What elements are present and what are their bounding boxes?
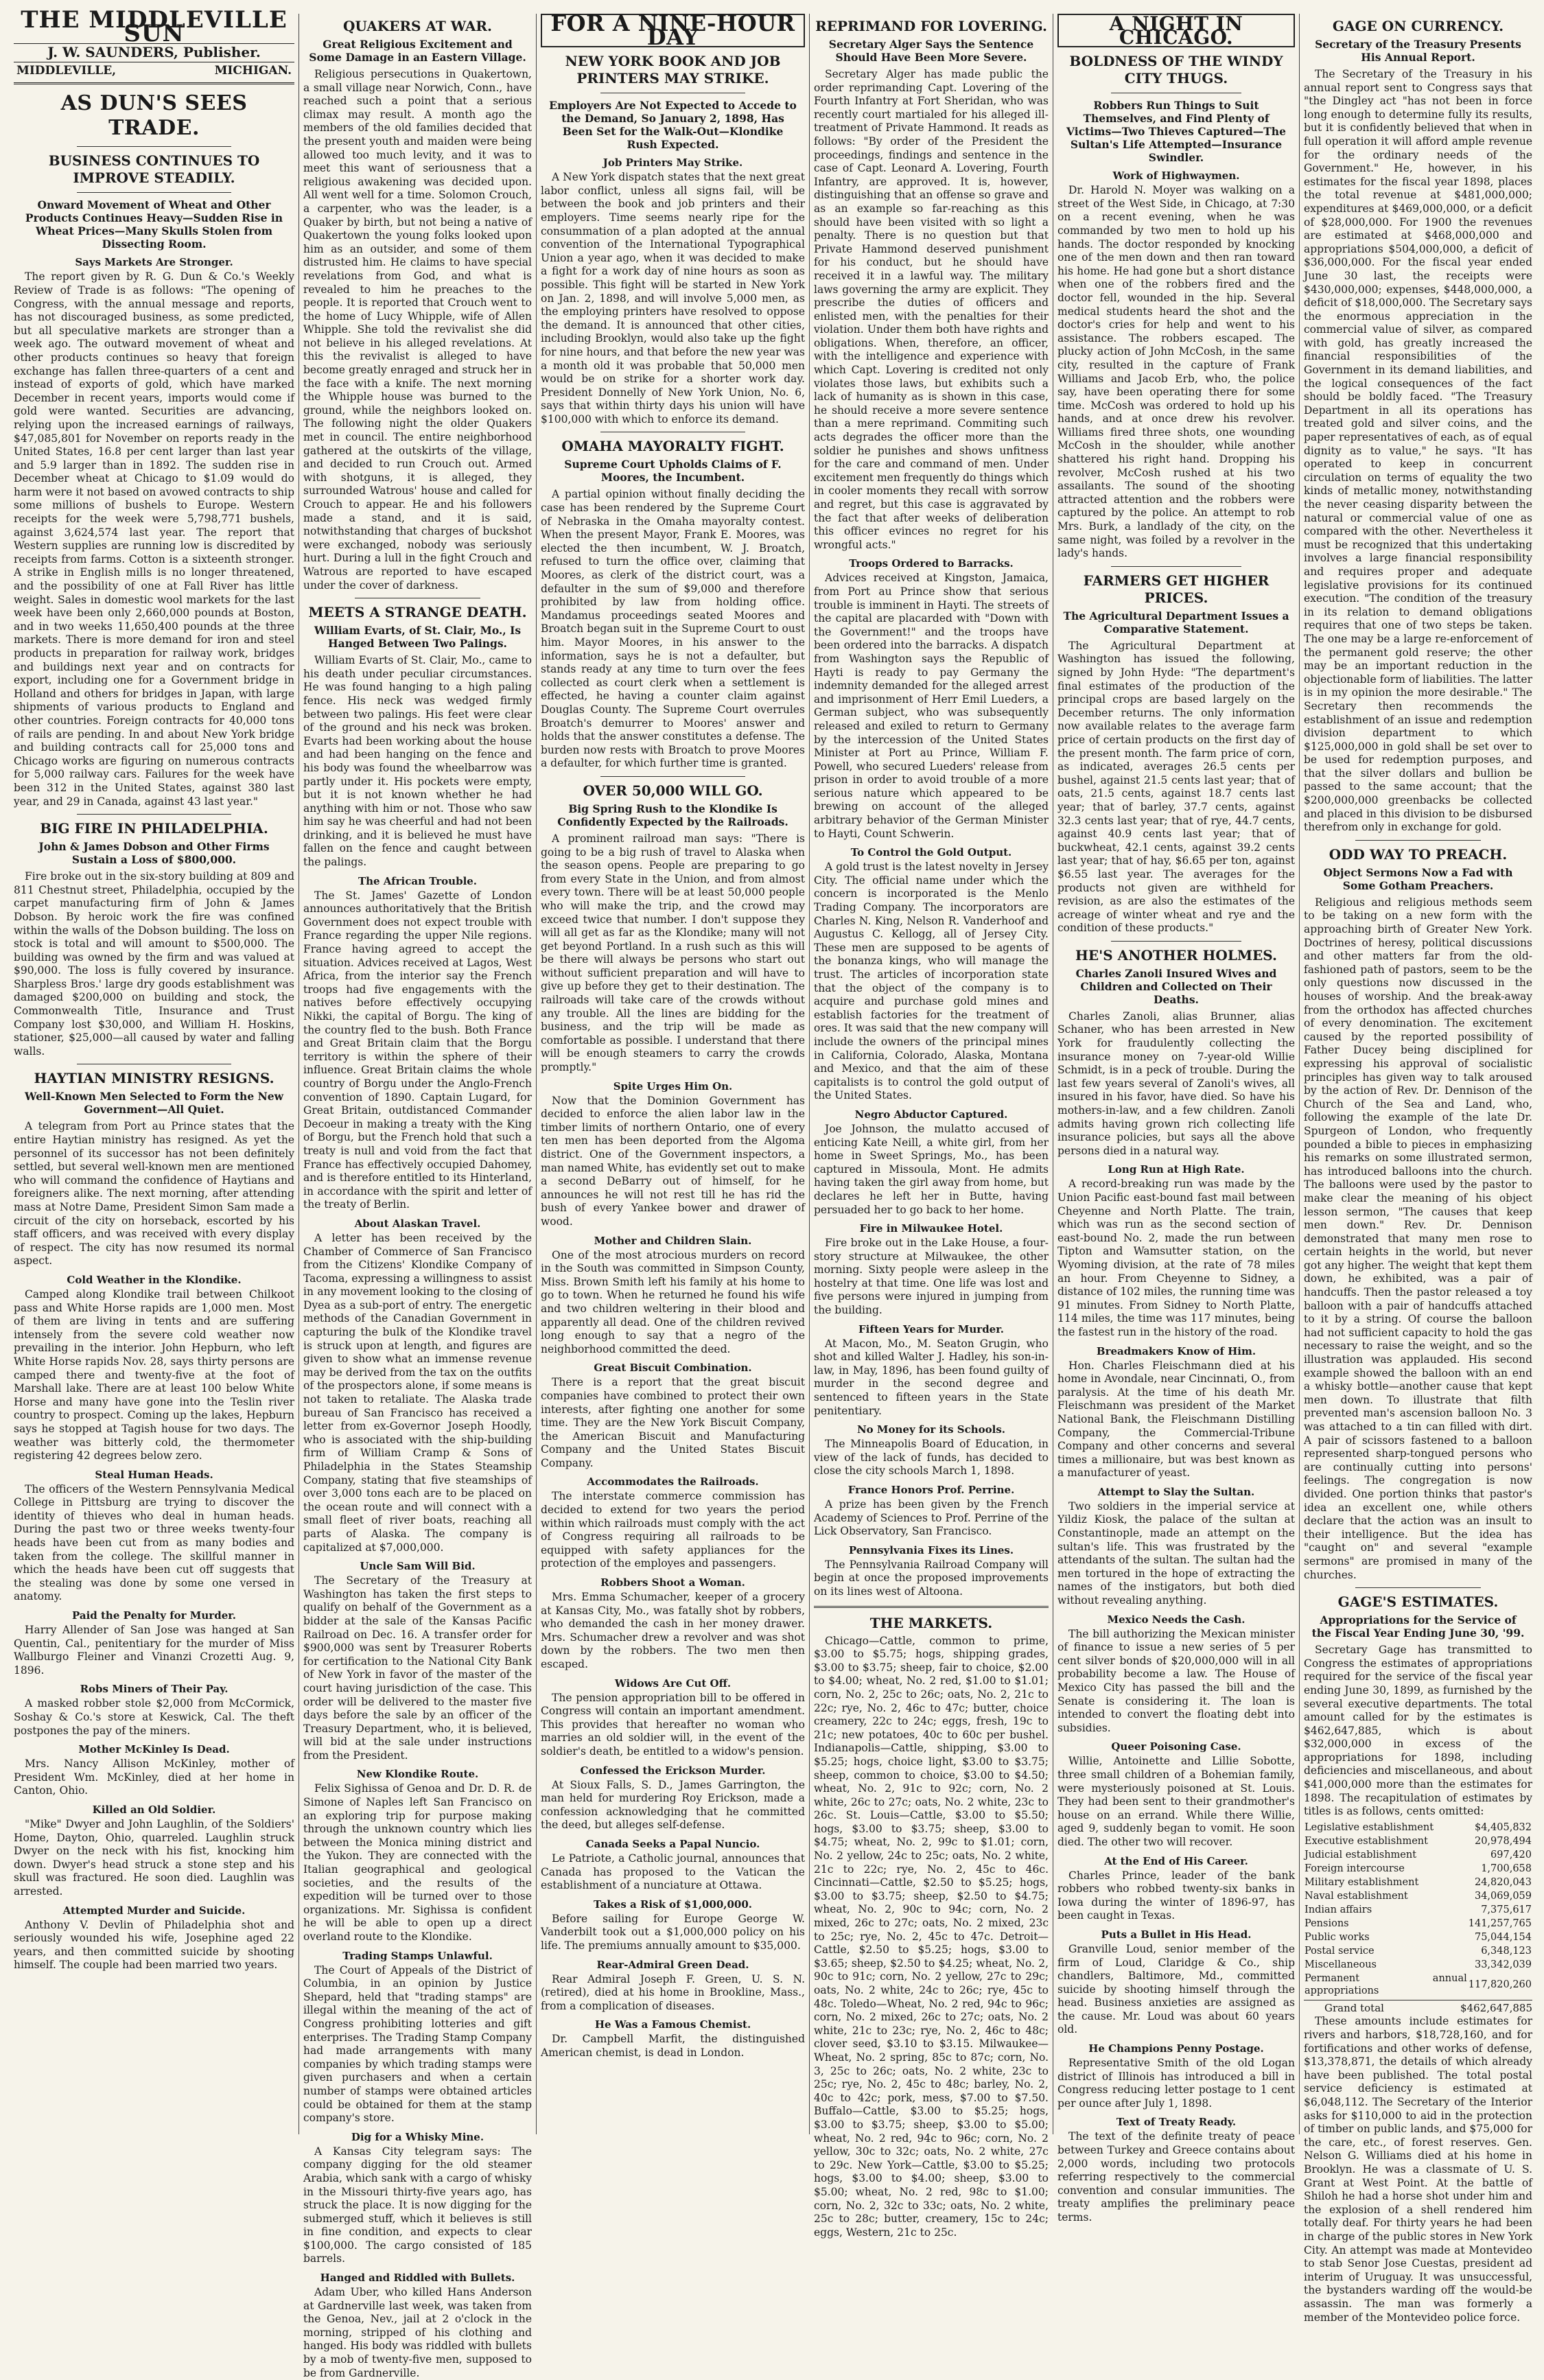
article-body: Fire broke out in the Lake House, a four-story structure at Milwaukee, the other morning. Sixty people were asleep in the hostelry at that time. One life was lost and five persons were injured in jumping from the building. bbox=[814, 1237, 1049, 1317]
column-4 bbox=[809, 14, 1053, 2239]
markets-body: Chicago—Cattle, common to prime, $3.00 to $5.75; hogs, shipping grades, $3.00 to $3.75; sheep, fair to choice, $2.00 to $4.00; wheat, No. 2 red, $1.00 to $1.01; corn, No. 2, 25c to 26c; oats, No. 2, 21c to 22c; rye, No. 2, 46c to 47c; butter, choice creamery, 22c to 24c; eggs, fresh, 19c to 21c; new potatoes, 40c to 60c per bushel. Indianapolis—Cattle, shipping, $3.00 to $5.25; hogs, choice light, $3.00 to $3.75; sheep, common to choice, $3.00 to $4.50; wheat, No. 2, 91c to 92c; corn, No. 2 white, 26c to 27c; oats, No. 2 white, 23c to 26c. St. Louis—Cattle, $3.00 to $5.50; hogs, $3.00 to $3.75; sheep, $3.00 to $4.75; wheat, No. 2, 99c to $1.01; corn, No. 2 yellow, 24c to 25c; oats, No. 2 white, 21c to 22c; rye, No. 2, 45c to 46c. Cincinnati—Cattle, $2.50 to $5.25; hogs, $3.00 to $3.75; sheep, $2.50 to $4.75; wheat, No. 2, 90c to 94c; corn, No. 2 mixed, 26c to 27c; oats, No. 2 mixed, 23c to 25c; rye, No. 2, 45c to 47c. Detroit—Cattle, $2.50 to $5.25; hogs, $3.00 to $3.65; sheep, $2.50 to $4.25; wheat, No. 2, 90c to 91c; corn, No. 2 yellow, 27c to 29c; oats, No. 2 white, 24c to 26c; rye, 45c to 48c. Toledo—Wheat, No. 2 red, 94c to 96c; corn, No. 2 mixed, 26c to 27c; oats, No. 2 white, 21c to 23c; rye, No. 2, 46c to 48c; clover seed, $3.10 to $3.15. Milwaukee—Wheat, No. 2 spring, 85c to 87c; corn, No. 3, 25c to 26c; oats, No. 2 white, 23c to 25c; rye, No. 2, 45c to 48c; barley, No. 2, 40c to 42c; pork, mess, $7.00 to $7.50. Buffalo—Cattle, $3.00 to $5.25; hogs, $3.00 to $3.75; sheep, $3.00 to $5.00; wheat, No. 2 red, 94c to 96c; corn, No. 2 yellow, 30c to 32c; oats, No. 2 white, 27c to 29c. New York—Cattle, $3.00 to $5.25; hogs, $3.00 to $4.00; sheep, $3.00 to $5.00; wheat, No. 2 red, 98c to $1.00; corn, No. 2, 32c to 33c; oats, No. 2 white, 25c to 28c; butter, creamery, 15c to 24c; eggs, Western, 21c to 25c. bbox=[814, 1634, 1049, 2239]
masthead-place bbox=[14, 62, 294, 80]
article-body: The Agricultural Department at Washington has issued the following, signed by John Hyde: "The department's final estimates of the production of the principal crops are based largely on the December returns. The only information now available relates to the average farm price of certain products on the first day of the present month. The farm price of corn, as indicated, averages 26.5 cents per bushel, against 21.5 cents last year; that of oats, 21.5 cents, against 18.7 cents last year; that of barley, 37.7 cents, against 32.3 cents last year; that of rye, 44.7 cents, against 40.9 cents last year; that of buckwheat, 42.1 cents, against 39.2 cents last year; that of hay, $6.65 per ton, against $6.55 last year. The averages for the products not given are withheld for revision, as are also the estimates of the acreage of winter wheat and rye and the condition of these products." bbox=[1057, 639, 1295, 935]
article-body: The text of the definite treaty of peace between Turkey and Greece contains about 2,000 words, including two protocols referring respectively to the commercial convention and consular immunities. The treaty amplifies the preliminary peace terms. bbox=[1057, 2130, 1295, 2224]
article-body: The bill authorizing the Mexican minister of finance to issue a new series of 5 per cent silver bonds of $20,000,000 will in all probability become a law. The House of Mexico City has passed the bill and the Senate is considering it. The loan is intended to convert the floating debt into subsidies. bbox=[1057, 1627, 1295, 1734]
article-heading: Troops Ordered to Barracks. bbox=[849, 557, 1014, 570]
lead-deck: Onward Movement of Wheat and Other Products Continues Heavy—Sudden Rise in Wheat Prices—Many Skulls Stolen from Dissecting Room. bbox=[25, 198, 283, 251]
article-body: Willie, Antoinette and Lillie Sobotte, three small children of a Bohemian family, were mysteriously poisoned at St. Louis. They had been sent to their grandmother's house on an errand. While there Willie, aged 9, suddenly began to vomit. He soon died. The other two will recover. bbox=[1057, 1755, 1295, 1848]
article-body: One of the most atrocious murders on record in the South was committed in Simpson County, Miss. Brown Smith left his family at his home to go to town. When he returned he found his wife and two children weltering in their blood and apparently all dead. One of the children revived long enough to say that a negro of the neighborhood committed the deed. bbox=[541, 1248, 805, 1355]
article-deck: John & James Dobson and Other Firms Sustain a Loss of $800,000. bbox=[38, 840, 270, 867]
table-cell-amount: 34,069,059 bbox=[1474, 1890, 1532, 1902]
article-deck: Object Sermons Now a Fad with Some Gotham Preachers. bbox=[1323, 865, 1513, 892]
table-row bbox=[1304, 1876, 1532, 1889]
table-cell-amount: 24,820,043 bbox=[1474, 1876, 1532, 1888]
article-body: Granville Loud, senior member of the firm of Loud, Claridge & Co., ship chandlers, Baltimore, Md., committed suicide by shooting himself through the head. Business anxieties are assigned as the cause. Mr. Loud was about 60 years old. bbox=[1057, 1942, 1295, 2036]
article-body: A record-breaking run was made by the Union Pacific east-bound fast mail between Cheyenne and North Platte. The train, which was run as the second section of east-bound No. 2, made the run between Tipton and Wamsutter station, on the Wyoming division, at the rate of 78 miles an hour. From Cheyenne to Sidney, a distance of 102 miles, the running time was 91 minutes. From Sidney to North Platte, 114 miles, the time was 117 minutes, being the fastest run in the history of the road. bbox=[1057, 1178, 1295, 1338]
article-heading: A NIGHT IN CHICAGO. bbox=[1057, 14, 1295, 47]
article-heading: Puts a Bullet in His Head. bbox=[1101, 1928, 1252, 1941]
article-heading: Breadmakers Know of Him. bbox=[1096, 1344, 1256, 1357]
article-heading: Takes a Risk of $1,000,000. bbox=[593, 1898, 753, 1911]
table-cell-amount: 20,978,494 bbox=[1474, 1835, 1532, 1847]
article-body: Joe Johnson, the mulatto accused of enticing Kate Neill, a white girl, from her home in Sweet Springs, Mo., has been captured in Missoula, Mont. He admits having taken the girl away from home, but declares he left her in Butte, having persuaded her to go back to her home. bbox=[814, 1122, 1049, 1216]
markets-heading: THE MARKETS. bbox=[869, 1614, 993, 1631]
masthead-state: MICHIGAN. bbox=[214, 63, 292, 78]
article-body: Fire broke out in the six-story building at 809 and 811 Chestnut street, Philadelphia, occupied by the carpet manufacturing firm of John & James Dobson. By heroic work the fire was confined within the walls of the Dobson building. The loss on stock is total and will amount to $500,000. The building was owned by the firm and was valued at $90,000. The loss is fully covered by insurance. Sharpless Bros.' large dry goods establishment was damaged $200,000 on building and stock, the Commonwealth Title, Insurance and Trust Company lost $30,000, and William H. Hoskins, stationer, $25,000—all caused by water and falling walls. bbox=[14, 870, 294, 1058]
masthead-town: MIDDLEVILLE, bbox=[16, 63, 117, 78]
article-heading: Attempted Murder and Suicide. bbox=[62, 1904, 246, 1917]
article-heading: New Klondike Route. bbox=[356, 1768, 479, 1781]
article-deck: Appropriations for the Service of the Fiscal Year Ending June 30, '99. bbox=[1311, 1613, 1525, 1640]
article-body: The Court of Appeals of the District of Columbia, in an opinion by Justice Shepard, held that "trading stamps" are illegal within the meaning of the act of Congress prohibiting lotteries and gift enterprises. The Trading Stamp Company had made arrangements with many companies by which trading stamps were given purchasers and when a certain number of stamps were obtained articles could be obtained for them at the stamp company's store. bbox=[303, 1963, 532, 2125]
masthead bbox=[14, 6, 294, 84]
article-heading: Paid the Penalty for Murder. bbox=[72, 1609, 236, 1622]
article-heading: Fire in Milwaukee Hotel. bbox=[859, 1222, 1003, 1235]
table-cell-amount: 141,257,765 bbox=[1468, 1917, 1532, 1929]
table-cell-amount: 7,375,617 bbox=[1481, 1904, 1532, 1915]
lead-subhead: BUSINESS CONTINUES TO IMPROVE STEADILY. bbox=[48, 152, 260, 187]
article-body: The Secretary of the Treasury at Washington has taken the first steps to qualify on behalf of the Government as a bidder at the sale of the Kansas Pacific Railroad on Dec. 16. A transfer order for $900,000 was sent by Treasurer Roberts for certification to the National City Bank of New York in favor of the master of the court having jurisdiction of the case. This order will be delivered to the master five days before the sale by an officer of the Treasury Department, who, it is believed, will bid at the sale under instructions from the President. bbox=[303, 1574, 532, 1762]
article-deck: Charles Zanoli Insured Wives and Children and Collected on Their Deaths. bbox=[1075, 966, 1277, 1006]
table-cell-amount: 75,044,154 bbox=[1474, 1931, 1532, 1943]
article-heading: Rear-Admiral Green Dead. bbox=[596, 1958, 749, 1971]
article-heading: Job Printers May Strike. bbox=[603, 156, 743, 170]
table-cell-title: Permanent annual appropriations bbox=[1305, 1972, 1467, 1996]
article-body: Adam Uber, who killed Hans Anderson at Gardnerville last week, was taken from the Genoa, Nev., jail at 2 o'clock in the morning, stripped of his clothing and hanged. His body was riddled with bullets by a mob of twenty-five men, supposed to be from Gardnerville. bbox=[303, 2286, 532, 2379]
table-cell-amount: 1,700,658 bbox=[1481, 1863, 1532, 1874]
grand-total-value: $462,647,885 bbox=[1460, 2001, 1532, 2014]
article-body: Representative Smith of the old Logan district of Illinois has introduced a bill in Congress reducing letter postage to 1 cent per ounce after July 1, 1898. bbox=[1057, 2057, 1295, 2110]
article-body: Mrs. Nancy Allison McKinley, mother of President Wm. McKinley, died at her home in Canton, Ohio. bbox=[14, 1758, 294, 1797]
article-body: Harry Allender of San Jose was hanged at San Quentin, Cal., penitentiary for the murder of Miss Wallburgo Fleiner and Vinanzi Crozetti Aug. 9, 1896. bbox=[14, 1624, 294, 1677]
article-body: A gold trust is the latest novelty in Jersey City. The official name under which the concern is incorporated is the Menlo Trading Company. The incorporators are Charles N. King, Nelson R. Vanderhoof and Augustus C. Kellogg, all of Jersey City. These men are supposed to be agents of the bonanza kings, who will manage the trust. The articles of incorporation state that the object of the company is to acquire and purchase gold mines and establish factories for the treatment of ores. It was said that the new company will include the owners of the principal mines in California, Colorado, Alaska, Montana and Mexico, and that the aim of these capitalists is to control the gold output of the United States. bbox=[814, 861, 1049, 1102]
table-row bbox=[1304, 1958, 1532, 1972]
article-heading: Killed an Old Soldier. bbox=[92, 1803, 216, 1816]
article-body: A New York dispatch states that the next great labor conflict, unless all signs fail, will be between the book and job printers and their employers. Time seems nearly ripe for the consummation of a plan adopted at the annual convention of the International Typographical Union a year ago, when it was decided to make a fight for a work day of nine hours as soon as possible. This fight will be started in New York on Jan. 2, 1898, and will involve 5,000 men, as the employing printers have resolved to oppose the demand. It is announced that other cities, including Brooklyn, would also take up the fight for nine hours, and that before the new year was a month old it was probable that 50,000 men would be on strike for a shorter work day. President Donnelly of New York Union, No. 6, says that within thirty days his union will have $100,000 with which to enforce its demand. bbox=[541, 171, 805, 425]
article-heading: He Was a Famous Chemist. bbox=[594, 2018, 751, 2031]
article-heading: HAYTIAN MINISTRY RESIGNS. bbox=[34, 1070, 274, 1087]
article-body: William Evarts of St. Clair, Mo., came to his death under peculiar circumstances. He was found hanging to a high paling fence. His neck was wedged firmly between two palings. His feet were clear of the ground and his neck was broken. Evarts had been working about the house and had been hanging on the fence and his body was found the wheelbarrow was partly under it. His pockets were empty, but it is not known whether he had anything with him or not. Those who saw him say he was cheerful and had not been drinking, and it is believed he must have fallen on the fence and caught between the palings. bbox=[303, 654, 532, 869]
article-body: Secretary Gage has transmitted to Congress the estimates of appropriations required for the service of the fiscal year ending June 30, 1899, as furnished by the several executive departments. The total amount called for by the estimates is $462,647,885, which is about $32,000,000 in excess of the appropriations for 1898, including deficiencies and miscellaneous, and about $41,000,000 more than the estimates for 1898. The recapitulation of estimates by titles is as follows, cents omitted: bbox=[1304, 1644, 1532, 1818]
article-body: Charles Prince, leader of the bank robbers who robbed twenty-six banks in Iowa during the winter of 1896-97, has been caught in Texas. bbox=[1057, 1869, 1295, 1922]
article-heading: Accommodates the Railroads. bbox=[587, 1475, 759, 1489]
article-heading: No Money for its Schools. bbox=[856, 1423, 1006, 1436]
table-cell-title: Foreign intercourse bbox=[1305, 1863, 1405, 1874]
article-body: Mrs. Emma Schumacher, keeper of a grocery at Kansas City, Mo., was fatally shot by robbers, who demanded the cash in her money drawer. Mrs. Schumacher drew a revolver and was shot down by the robbers. The two men then escaped. bbox=[541, 1591, 805, 1670]
article-body: The interstate commerce commission has decided to extend for two years the period within which railroads must comply with the act of Congress requiring all railroads to be equipped with safety appliances for the protection of the employes and passengers. bbox=[541, 1490, 805, 1570]
table-cell-amount: $4,405,832 bbox=[1474, 1821, 1532, 1833]
article-heading: Attempt to Slay the Sultan. bbox=[1097, 1485, 1255, 1498]
article-heading: Work of Highwaymen. bbox=[1112, 170, 1240, 183]
article-deck: Great Religious Excitement and Some Damage in an Eastern Village. bbox=[309, 38, 526, 64]
article-heading: Negro Abductor Captured. bbox=[854, 1108, 1008, 1121]
table-row bbox=[1304, 1944, 1532, 1958]
article-heading: Robs Miners of Their Pay. bbox=[80, 1683, 229, 1696]
article-deck: Well-Known Men Selected to Form the New Government—All Quiet. bbox=[25, 1090, 283, 1117]
table-cell-title: Military establishment bbox=[1305, 1876, 1419, 1888]
article-heading: Cold Weather in the Klondike. bbox=[67, 1273, 242, 1286]
article-heading: OMAHA MAYORALTY FIGHT. bbox=[561, 438, 784, 455]
article-body: A Kansas City telegram says: The company digging for the old steamer Arabia, which sank with a cargo of whisky in the Missouri thirty-five years ago, has struck the place. It is now digging for the submerged stuff, which it believes is still in fine condition, and expects to clear $100,000. The cargo consisted of 185 barrels. bbox=[303, 2145, 532, 2265]
article-body: A prize has been given by the French Academy of Sciences to Prof. Perrine of the Lick Observatory, San Francisco. bbox=[814, 1498, 1049, 1538]
table-cell-amount: 6,348,123 bbox=[1481, 1945, 1532, 1957]
estimates-rows bbox=[1304, 1821, 1532, 1998]
article-heading: Hanged and Riddled with Bullets. bbox=[320, 2272, 515, 2285]
article-heading: Mother and Children Slain. bbox=[594, 1234, 752, 1247]
article-deck: Big Spring Rush to the Klondike Is Confidently Expected by the Railroads. bbox=[557, 802, 788, 828]
article-heading: He Champions Penny Postage. bbox=[1088, 2042, 1264, 2055]
table-cell-title: Pensions bbox=[1305, 1917, 1349, 1929]
article-body: A partial opinion without finally deciding the case has been rendered by the Supreme Court of Nebraska in the Omaha mayoralty contest. When the present Mayor, Frank E. Moores, was elected the then incumbent, W. J. Broatch, refused to turn the office over, claiming that Moores, as clerk of the district court, was a defaulter in the sum of $9,000 and therefore prohibited by law from holding office. Mandamus proceedings seated Moores and Broatch began suit in the Supreme Court to oust him. Mayor Moores, in his answer to the information, says he is not a defaulter, but stands ready at any time to turn over the fees collected as court clerk when a settlement is effected, he having a counter claim against Douglas County. The Supreme Court overrules Broatch's demurrer to Moores' answer and holds that the answer constitutes a defense. The burden now rests with Broatch to prove Moores a defaulter, for which further time is granted. bbox=[541, 488, 805, 770]
masthead-publisher: J. W. SAUNDERS, Publisher. bbox=[14, 43, 294, 62]
article-body: The Minneapolis Board of Education, in view of the lack of funds, has decided to close the city schools March 1, 1898. bbox=[814, 1438, 1049, 1478]
article-heading: Spite Urges Him On. bbox=[613, 1080, 733, 1093]
article-heading: Dig for a Whisky Mine. bbox=[351, 2130, 484, 2143]
article-heading: About Alaskan Travel. bbox=[354, 1217, 481, 1230]
article-deck: Supreme Court Upholds Claims of F. Moores, the Incumbent. bbox=[564, 458, 782, 485]
article-heading: GAGE ON CURRENCY. bbox=[1332, 18, 1504, 34]
article-heading: To Control the Gold Output. bbox=[850, 846, 1012, 859]
article-body: The Pennsylvania Railroad Company will begin at once the proposed improvements on its lines west of Altoona. bbox=[814, 1558, 1049, 1598]
column-5 bbox=[1053, 12, 1299, 2224]
article-heading: Canada Seeks a Papal Nuncio. bbox=[585, 1837, 760, 1850]
article-body: Two soldiers in the imperial service at Yildiz Kiosk, the palace of the sultan at Constantinople, made an attempt on the sultan's life. This was frustrated by the attendants of the sultan. The sultan had the men tortured in the hope of extracting the names of the instigators, but both died without revealing anything. bbox=[1057, 1500, 1295, 1607]
article-heading: OVER 50,000 WILL GO. bbox=[583, 782, 763, 799]
article-deck: Secretary of the Treasury Presents His Annual Report. bbox=[1315, 38, 1521, 64]
banner-deck: Employers Are Not Expected to Accede to the Demand, So January 2, 1898, Has Been Set for the Walk-Out—Klondike Rush Expected. bbox=[549, 99, 797, 152]
article-body: The pension appropriation bill to be offered in Congress will contain an important amendment. This provides that hereafter no woman who marries an old soldier will, in the event of the soldier's death, be entitled to a widow's pension. bbox=[541, 1691, 805, 1758]
table-row bbox=[1304, 1848, 1532, 1862]
article-subhead: BOLDNESS OF THE WINDY CITY THUGS. bbox=[1069, 53, 1283, 87]
table-cell-title: Naval establishment bbox=[1305, 1890, 1408, 1902]
article-heading: Uncle Sam Will Bid. bbox=[360, 1560, 476, 1573]
article-body: Anthony V. Devlin of Philadelphia shot and seriously wounded his wife, Josephine aged 22 years, and then committed suicide by shooting himself. The couple had been married two years. bbox=[14, 1918, 294, 1972]
article-body: Charles Zanoli, alias Brunner, alias Schaner, who has been arrested in New York for fraudulently collecting the insurance money on 7-year-old Willie Schmidt, is in a peck of trouble. During the last few years several of Zanoli's wives, all insured in his favor, have died. So have his mothers-in-law, and a few children. Zanoli admits having grown rich collecting life insurance policies, but says all the above persons died in a natural way. bbox=[1057, 1010, 1295, 1157]
article-heading: ODD WAY TO PREACH. bbox=[1329, 845, 1508, 863]
banner-headline: FOR A NINE-HOUR DAY bbox=[541, 14, 805, 47]
table-cell-title: Postal service bbox=[1305, 1945, 1375, 1957]
article-body: Dr. Campbell Marfit, the distinguished American chemist, is dead in London. bbox=[541, 2033, 805, 2059]
column-1 bbox=[10, 6, 299, 2134]
article-body: Rear Admiral Joseph F. Green, U. S. N. (retired), died at his home in Brookline, Mass., from a complication of diseases. bbox=[541, 1972, 805, 2012]
lead-headline: AS DUN'S SEES TRADE. bbox=[60, 91, 248, 141]
article-heading: REPRIMAND FOR LOVERING. bbox=[815, 18, 1047, 34]
article-body: There is a report that the great biscuit companies have combined to protect their own interests, after fighting one another for some time. They are the New York Biscuit Company, the American Biscuit and Manufacturing Company and the United States Biscuit Company. bbox=[541, 1376, 805, 1469]
article-body: Religious and religious methods seem to be taking on a new form with the approaching birth of Greater New York. Doctrines of heresy, political discussions and other matters far from the old-fashioned path of pastors, seem to be the only questions now discussed in the houses of worship. And the break-away from the orthodox has affected churches of every denomination. The excitement caused by the reported possibility of Father Ducey being disciplined for expressing his approval of socialistic principles has given way to talk aroused by the action of Rev. Dr. Dennison of the Church of the Sea and Land, who, following the example of the late Dr. Spurgeon of London, who frequently pounded a bible to pieces in emphasizing his remarks on some illustrated sermon, has introduced balloons into the church. The balloons were used by the pastor to make clear the meaning of his object lesson sermon, "The causes that keep men down." Rev. Dr. Dennison demonstrated that many men rose to certain heights in the world, but never got any higher. The weight that kept them down, he exhibited, was a pair of handcuffs. Then the pastor released a toy balloon with a pair of handcuffs attached to it by a string. Of course the balloon had not sufficient capacity to hold the gas necessary to raise the weight, and so the illustration was applauded. His second example showed the balloon with an end a whisky bottle—another cause that kept men down. To illustrate that filth prevented man's ascension balloon No. 3 was attached to a tin can filled with dirt. A pair of scissors fastened to a balloon represented sharp-tongued persons who are continually cutting into persons' feelings. The congregation is now divided. One portion thinks that pastor's idea an excellent one, while others declare that the action was an insult to their intelligence. But the idea has "caught on" and several "example sermons" are promised in many of the churches. bbox=[1304, 896, 1532, 1581]
table-cell-title: Executive establishment bbox=[1305, 1835, 1428, 1847]
article-heading: Robbers Shoot a Woman. bbox=[600, 1576, 745, 1589]
article-body: At Sioux Falls, S. D., James Garrington, the man held for murdering Roy Erickson, made a confession acknowledging that he committed the deed, but alleges self-defense. bbox=[541, 1778, 805, 1832]
article-body: The report given by R. G. Dun & Co.'s Weekly Review of Trade is as follows: "The opening of Congress, with the annual message and reports, has not discouraged business, as some predicted, but all speculative markets are stronger than a week ago. The outward movement of wheat and other products continues so heavy that foreign exchange has fallen three-quarters of a cent and instead of exports of gold, which have marked December in recent years, imports would come if gold were wanted. Securities are advancing, relying upon the increased earnings of railways, $47,085,801 for November on reports ready in the United States, 16.8 per cent larger than last year and 5.9 larger than in 1892. The sudden rise in December wheat at Chicago to $1.09 would do harm were it not based on avowed contracts to ship some millions of bushels to Europe. Western receipts for the week were 5,798,771 bushels, against 3,624,574 last year. The report that Western supplies are running low is discredited by receipts from farms. Cotton is a sixteenth stronger. A strike in English mills is no longer threatened, and the possibility of one at Fall River has little weight. Sales in domestic wool markets for the last week have been only 2,660,000 pounds at Boston, and in two weeks 11,650,400 pounds at the three markets. There is more demand for iron and steel products in preparation for railway work, bridges and buildings next year and on contracts for export, including one for a Government bridge in Holland and others for bridges in Japan, with large shipments of various products to England and other countries. Foreign contracts for 40,000 tons of rails are pending. In and about New York bridge and building contracts call for 25,000 tons and Chicago works are figuring on numerous contracts for 5,000 railway cars. Failures for the week have been 312 in the United States, against 380 last year, and 29 in Canada, against 43 last year." bbox=[14, 270, 294, 808]
article-heading: France Honors Prof. Perrine. bbox=[847, 1484, 1015, 1496]
article-heading: Confessed the Erickson Murder. bbox=[580, 1764, 766, 1777]
table-cell-amount: 117,820,260 bbox=[1468, 1979, 1532, 1990]
article-heading: The African Trouble. bbox=[358, 874, 478, 887]
article-heading: QUAKERS AT WAR. bbox=[343, 18, 492, 34]
table-row bbox=[1304, 1862, 1532, 1876]
article-heading: Pennsylvania Fixes its Lines. bbox=[848, 1543, 1014, 1556]
article-body: The St. James' Gazette of London announces authoritatively that the British Government does not expect trouble with France regarding the upper Nile regions. France having agreed to accept the situation. Advices received at Lagos, West Africa, from the interior say the French troops had five engagements with the natives before effectively occupying Nikki, the capital of Borgu. The king of the country fled to the bush. Both France and Great Britain claim that the Borgu territory is within the sphere of their influence. Great Britain claims the whole country of Borgu under the Anglo-French convention of 1890. Captain Lugard, for Great Britain, outdistanced Commander Decoeur in making a treaty with the King of Borgu, but the French hold that such a treaty is null and void from the fact that France has effectively occupied Dahomey, and is therefore entitled to its Hinterland, in accordance with the spirit and letter of the treaty of Berlin. bbox=[303, 889, 532, 1211]
article-heading: Says Markets Are Stronger. bbox=[75, 256, 233, 269]
article-deck: Robbers Run Things to Suit Themselves, and Find Plenty of Victims—Two Thieves Captured—The Sultan's Life Attempted—Insurance Swindler. bbox=[1066, 99, 1286, 165]
table-row bbox=[1304, 1917, 1532, 1930]
article-heading: Mexico Needs the Cash. bbox=[1107, 1613, 1245, 1626]
article-heading: Trading Stamps Unlawful. bbox=[342, 1949, 493, 1962]
article-body: A letter has been received by the Chamber of Commerce of San Francisco from the Citizens' Klondike Company of Tacoma, expressing a willingness to assist in any movement looking to the closing of Dyea as a sub-port of entry. The energetic methods of the Canadian Government in capturing the bulk of the Klondike travel is struck upon at length, and figures are given to show what an immense revenue may be derived from the tax on the outfits of the prospectors alone, if some means is not taken to retaliate. The Alaska trade bureau of San Francisco has received a letter from ex-Governor Joseph Hoodly, who is associated with the ship-building firm of William Cramp & Sons of Philadelphia in the States Steamship Company, stating that five steamships of over 3,000 tons each are to be placed on the ocean route and will connect with a small fleet of river boats, reaching all parts of Alaska. The company is capitalized at $7,000,000. bbox=[303, 1231, 532, 1554]
article-body: Now that the Dominion Government has decided to enforce the alien labor law in the timber limits of northern Ontario, one of every ten men has been deported from the Algoma district. One of the Government inspectors, a man named White, has evidently set out to make a second DeBarry out of himself, for he announces he will not rest till he has rid the bush of every Yankee bower and drawer of wood. bbox=[541, 1094, 805, 1228]
table-cell-title: Public works bbox=[1305, 1931, 1370, 1943]
article-body: A telegram from Port au Prince states that the entire Haytian ministry has resigned. As yet the personnel of its successor has not been definitely settled, but several well-known men are mentioned who will command the confidence of Haytians and foreigners alike. The next morning, after attending mass at Notre Dame, President Simon Sam made a circuit of the city on horseback, escorted by his staff officers, and was received with every display of respect. The city has now resumed its normal aspect. bbox=[14, 1120, 294, 1268]
table-cell-title: Miscellaneous bbox=[1305, 1959, 1377, 1970]
table-cell-amount: 33,342,039 bbox=[1474, 1959, 1532, 1970]
article-heading: Mother McKinley Is Dead. bbox=[78, 1743, 230, 1756]
article-body: Advices received at Kingston, Jamaica, from Port au Prince show that serious trouble is imminent in Hayti. The streets of the capital are placarded with "Down with the Government!" and the troops have been ordered into the barracks. A dispatch from Washington says the Republic of Hayti is ready to pay Germany the indemnity demanded for the alleged arrest and imprisonment of Herr Emil Lueders, a German subject, who was subsequently released and exiled to return to Germany by the intercession of the United States Minister at Port au Prince, William F. Powell, who secured Lueders' release from prison in order to avoid trouble of a more serious nature which appeared to be brewing on account of the alleged arbitrary behavior of the German Minister to Hayti, Count Schwerin. bbox=[814, 572, 1049, 840]
article-heading: Long Run at High Rate. bbox=[1108, 1163, 1245, 1176]
table-row bbox=[1304, 1834, 1532, 1848]
article-heading: MEETS A STRANGE DEATH. bbox=[308, 604, 527, 621]
estimates-table bbox=[1304, 1821, 1532, 1998]
article-heading: GAGE'S ESTIMATES. bbox=[1337, 1594, 1499, 1611]
article-heading: Queer Poisoning Case. bbox=[1111, 1740, 1241, 1753]
article-body: Felix Sighissa of Genoa and Dr. D. R. de Simone of Naples left San Francisco on an exploring trip for purpose making through the unknown country which lies between the Monica mining district and the Yukon. They are connected with the Italian geographical and geological societies, and the results of the expedition will be turned over to those organizations. Mr. Sighissa is confident he will be able to open up a direct overland route to the Klondike. bbox=[303, 1782, 532, 1943]
article-heading: BIG FIRE IN PHILADELPHIA. bbox=[40, 820, 268, 837]
masthead-title: THE MIDDLEVILLE SUN bbox=[21, 6, 288, 47]
article-heading: HE'S ANOTHER HOLMES. bbox=[1075, 946, 1277, 964]
article-body: Before sailing for Europe George W. Vanderbilt took out a $1,000,000 policy on his life. The premiums annually amount to $35,000. bbox=[541, 1912, 805, 1952]
column-2 bbox=[299, 14, 536, 2379]
article-heading: Great Biscuit Combination. bbox=[594, 1362, 752, 1375]
article-body: Camped along Klondike trail between Chilkoot pass and White Horse rapids are 1,000 men. Most of them are living in tents and are suffering intensely from the severe cold weather now prevailing in the interior. John Hepburn, who left White Horse rapids Nov. 28, says thirty persons are camped there and twenty-five at the foot of Marshall lake. There are at least 100 below White Horse and many have gone into the Teslin river country to prospect. Coming up the lakes, Hepburn says he stopped at Tagish house for two days. The weather was bitterly cold, the thermometer registering 42 degrees below zero. bbox=[14, 1287, 294, 1462]
column-3 bbox=[536, 10, 809, 2134]
article-body: Secretary Alger has made public the order reprimanding Capt. Lovering of the Fourth Infantry at Fort Sheridan, who was recently court martialed for his alleged ill-treatment of Private Hammond. It reads as follows: "By order of the President the proceedings, findings and sentence in the case of Capt. Leonard A. Lovering, Fourth Infantry, are approved. It is, however, distinguishing that an offense so grave and as an example so far-reaching as this should have been visited with so light a penalty. There is no question but that Private Hammond deserved punishment for his conduct, but he should have received it in a lawful way. The military laws governing the army are explicit. They prescribe the duties of officers and enlisted men, with the penalties for their violation. Under them both have rights and obligations. When, therefore, an officer, with the intelligence and experience with which Capt. Lovering is credited not only violates those laws, but exhibits such a lack of humanity as is shown in this case, he should receive a more severe sentence than a mere reprimand. Commiting such acts degrades the officer more than the soldier he punishes and shows unfitness for the care and command of men. Under excitement men frequently do things which in cooler moments they recall with sorrow and regret, but this case is aggravated by the fact that after weeks of deliberation this officer evinces no regret for his wrongful acts." bbox=[814, 68, 1049, 551]
article-body: Dr. Harold N. Moyer was walking on a street of the West Side, in Chicago, at 7:30 on a recent evening, when he was commanded by two men to hold up his hands. The doctor responded by knocking one of the men down and then ran toward his home. He had gone but a short distance when one of the robbers fired and the doctor fell, wounded in the hip. Several medical students heard the shot and the doctor's cries for help and went to his assistance. The robbers escaped. The plucky action of John McCosh, in the same city, resulted in the capture of Frank Williams and Jacob Erb, who, the police say, have been operating there for some time. McCosh was ordered to hold up his hands, and at once drew his revolver. Williams fired three shots, one wounding McCosh in the shoulder, while another shattered his right hand. Dropping his revolver, McCosh rushed at his two assailants. The sound of the shooting attracted attention and the robbers were captured by the police. An attempt to rob Mrs. Burk, a landlady of the city, on the same night, was foiled by a revolver in the lady's hands. bbox=[1057, 184, 1295, 560]
table-cell-title: Judicial establishment bbox=[1305, 1849, 1417, 1860]
table-row bbox=[1304, 1903, 1532, 1917]
table-row bbox=[1304, 1972, 1532, 1998]
article-body: The officers of the Western Pennsylvania Medical College in Pittsburg are trying to discover the identity of thieves who deal in human heads. During the past two or three weeks twenty-four heads have been cut from as many bodies and taken from the college. The skillful manner in which the heads have been cut off suggests that the stealing was done by some one versed in anatomy. bbox=[14, 1482, 294, 1603]
article-body: At Macon, Mo., M. Seaton Grugin, who shot and killed Walter J. Hadley, his son-in-law, in May, 1896, has been found guilty of murder in the second degree and sentenced to fifteen years in the State penitentiary. bbox=[814, 1337, 1049, 1417]
article-body: Religious persecutions in Quakertown, a small village near Norwich, Conn., have reached such a point that a serious climax may result. A month ago the members of the old families decided that the present youth and maiden were being allowed too much levity, and it was to meet this want of seriousness that a religious awakening was decided upon. All went well for a time. Solomon Crouch, a carpenter, who was the leader, is a Quaker by birth, but not being a native of Quakertown the young folks looked upon him as an outsider, and some of them distrusted him. He claims to have special revelations from God, and what is revealed to him he preaches to the people. It is reported that Crouch went to the home of Lucy Whipple, wife of Allen Whipple. She told the revivalist she did not believe in his alleged revelations. At this the revivalist is alleged to have become greatly enraged and struck her in the face with a knife. The next morning the Whipple house was burned to the ground, while the neighbors looked on. The following night the older Quakers met in council. The entire neighborhood gathered at the outskirts of the village, and decided to run Crouch out. Armed with shotguns, it is alleged, they surrounded Watrous' house and called for Crouch to appear. He and his followers made a stand, and it is said, notwithstanding that charges of buckshot were exchanged, nobody was seriously hurt. During a lull in the fight Crouch and Watrous are reported to have escaped under the cover of darkness. bbox=[303, 68, 532, 592]
article-deck: The Agricultural Department Issues a Comparative Statement. bbox=[1063, 609, 1289, 635]
banner-subhead: NEW YORK BOOK AND JOB PRINTERS MAY STRIKE. bbox=[565, 53, 781, 87]
article-deck: Secretary Alger Says the Sentence Should Have Been More Severe. bbox=[828, 38, 1034, 64]
article-heading: Steal Human Heads. bbox=[95, 1468, 213, 1481]
table-row bbox=[1304, 1821, 1532, 1834]
grand-total-row bbox=[1304, 2000, 1532, 2016]
table-row bbox=[1304, 1889, 1532, 1903]
article-body: A prominent railroad man says: "There is going to be a big rush of travel to Alaska when the season opens. People are preparing to go from every State in the Union, and from almost every town. There will be at least 50,000 people who will make the trip, and the crowd may exceed twice that number. I don't suppose they will all get as far as the Klondike; many will not get beyond Portland. In a rush such as this will be there will always be persons who start out without sufficient preparation and will have to give up before they get to their destination. The railroads will take care of the crowds without any trouble. All the lines are bidding for the business, and the trip will be made as comfortable as possible. I understand that there will be enough steamers to carry the crowds promptly." bbox=[541, 832, 805, 1074]
article-body: "Mike" Dwyer and John Laughlin, of the Soldiers' Home, Dayton, Ohio, quarreled. Laughlin struck Dwyer on the neck with his fist, knocking him down. Dwyer's head struck a stone step and his skull was fractured. He soon died. Laughlin was arrested. bbox=[14, 1817, 294, 1898]
article-body: A masked robber stole $2,000 from McCormick, Soshay & Co.'s store at Keswick, Cal. The theft postpones the pay of the miners. bbox=[14, 1697, 294, 1737]
article-deck: William Evarts, of St. Clair, Mo., Is Hanged Between Two Palings. bbox=[314, 624, 522, 651]
article-body: Hon. Charles Fleischmann died at his home in Avondale, near Cincinnati, O., from paralysis. At the time of his death Mr. Fleischmann was president of the Market National Bank, the Fleischmann Distilling Company, the Commercial-Tribune Company and other concerns and several times a millionaire, but was best known as a manufacturer of yeast. bbox=[1057, 1359, 1295, 1480]
grand-total-label: Grand total bbox=[1324, 2001, 1384, 2014]
article-body: The Secretary of the Treasury in his annual report sent to Congress says that "the Dingley act "has not been in force long enough to determine fully its results, but it is confidently believed that when in full operation it will afford ample revenue for the ordinary needs of the Government." He, however, in his estimates for the fiscal year 1898, places the total revenue at $481,000,000; expenditures at $469,000,000, or a deficit of $28,000,000. For 1900 the revenues are estimated at $468,000,000 and appropriations $504,000,000, a deficit of $36,000,000. For the fiscal year ended June 30 last, the receipts were $430,000,000; expenses, $448,000,000, a deficit of $18,000,000. The Secretary says the enormous appreciation in the commercial value of silver, as compared with gold, has greatly increased the financial responsibilities of the Government in its demand liabilities, and the logical consequences of the fact should be boldly faced. "The Treasury Department in all its operations has treated gold and silver coins, and the paper representatives of each, as of equal dignity as to value," he says. "It has operated to keep in concurrent circulation on terms of equality the two kinds of metallic money, notwithstanding the never ceasing disparity between the natural or commercial value of one as compared with the other. Nevertheless it must be recognized that this undertaking involves a large financial responsibility and requires proper and adequate legislative provisions for its continued execution. "The condition of the treasury in its relation to demand obligations requires that one of two steps be taken. The one may be a large re-enforcement of the permanent gold reserve; the other may be an important reduction in the objectionable form of liabilities. The latter is in my opinion the more desirable." The Secretary then recommends the establishment of an issue and redemption division department to which $125,000,000 in gold shall be set over to be used for redemption purposes, and that the silver dollars and bullion be passed to the same account; that the $200,000,000 greenbacks be collected and placed in this division to be disbursed therefrom only in exchange for gold. bbox=[1304, 68, 1532, 834]
table-cell-title: Legislative establishment bbox=[1305, 1821, 1434, 1833]
article-heading: Widows Are Cut Off. bbox=[614, 1677, 732, 1690]
article-heading: Fifteen Years for Murder. bbox=[858, 1322, 1004, 1335]
article-heading: At the End of His Career. bbox=[1104, 1854, 1248, 1867]
table-cell-amount: 697,420 bbox=[1490, 1849, 1532, 1860]
article-heading: FARMERS GET HIGHER PRICES. bbox=[1083, 572, 1270, 606]
table-cell-title: Indian affairs bbox=[1305, 1904, 1372, 1915]
article-body: Le Patriote, a Catholic journal, announces that Canada has proposed to the Vatican the establishment of a nunciature at Ottawa. bbox=[541, 1852, 805, 1892]
column-6 bbox=[1299, 14, 1536, 2324]
article-body: These amounts include estimates for rivers and harbors, $18,728,160, and for fortifications and other works of defense, $13,378,871, the details of which already have been published. The total postal service deficiency is estimated at $6,048,112. The Secretary of the Interior asks for $110,000 to aid in the protection of timber on public lands, and $75,000 for the care, etc., of forest reserves. Gen. Nelson G. Williams died at his home in Brooklyn. He was a classmate of U. S. Grant at West Point. At the battle of Shiloh he had a horse shot under him and the explosion of a shell rendered him totally deaf. For thirty years he had been in charge of the public stores in New York City. An attempt was made at Montevideo to stab Senor Jose Cuestas, president ad interim of Uruguay. It was unsuccessful, the bystanders warding off the would-be assassin. The man was formerly a member of the Montevideo police force. bbox=[1304, 2015, 1532, 2324]
article-heading: Text of Treaty Ready. bbox=[1116, 2116, 1237, 2129]
table-row bbox=[1304, 1930, 1532, 1944]
